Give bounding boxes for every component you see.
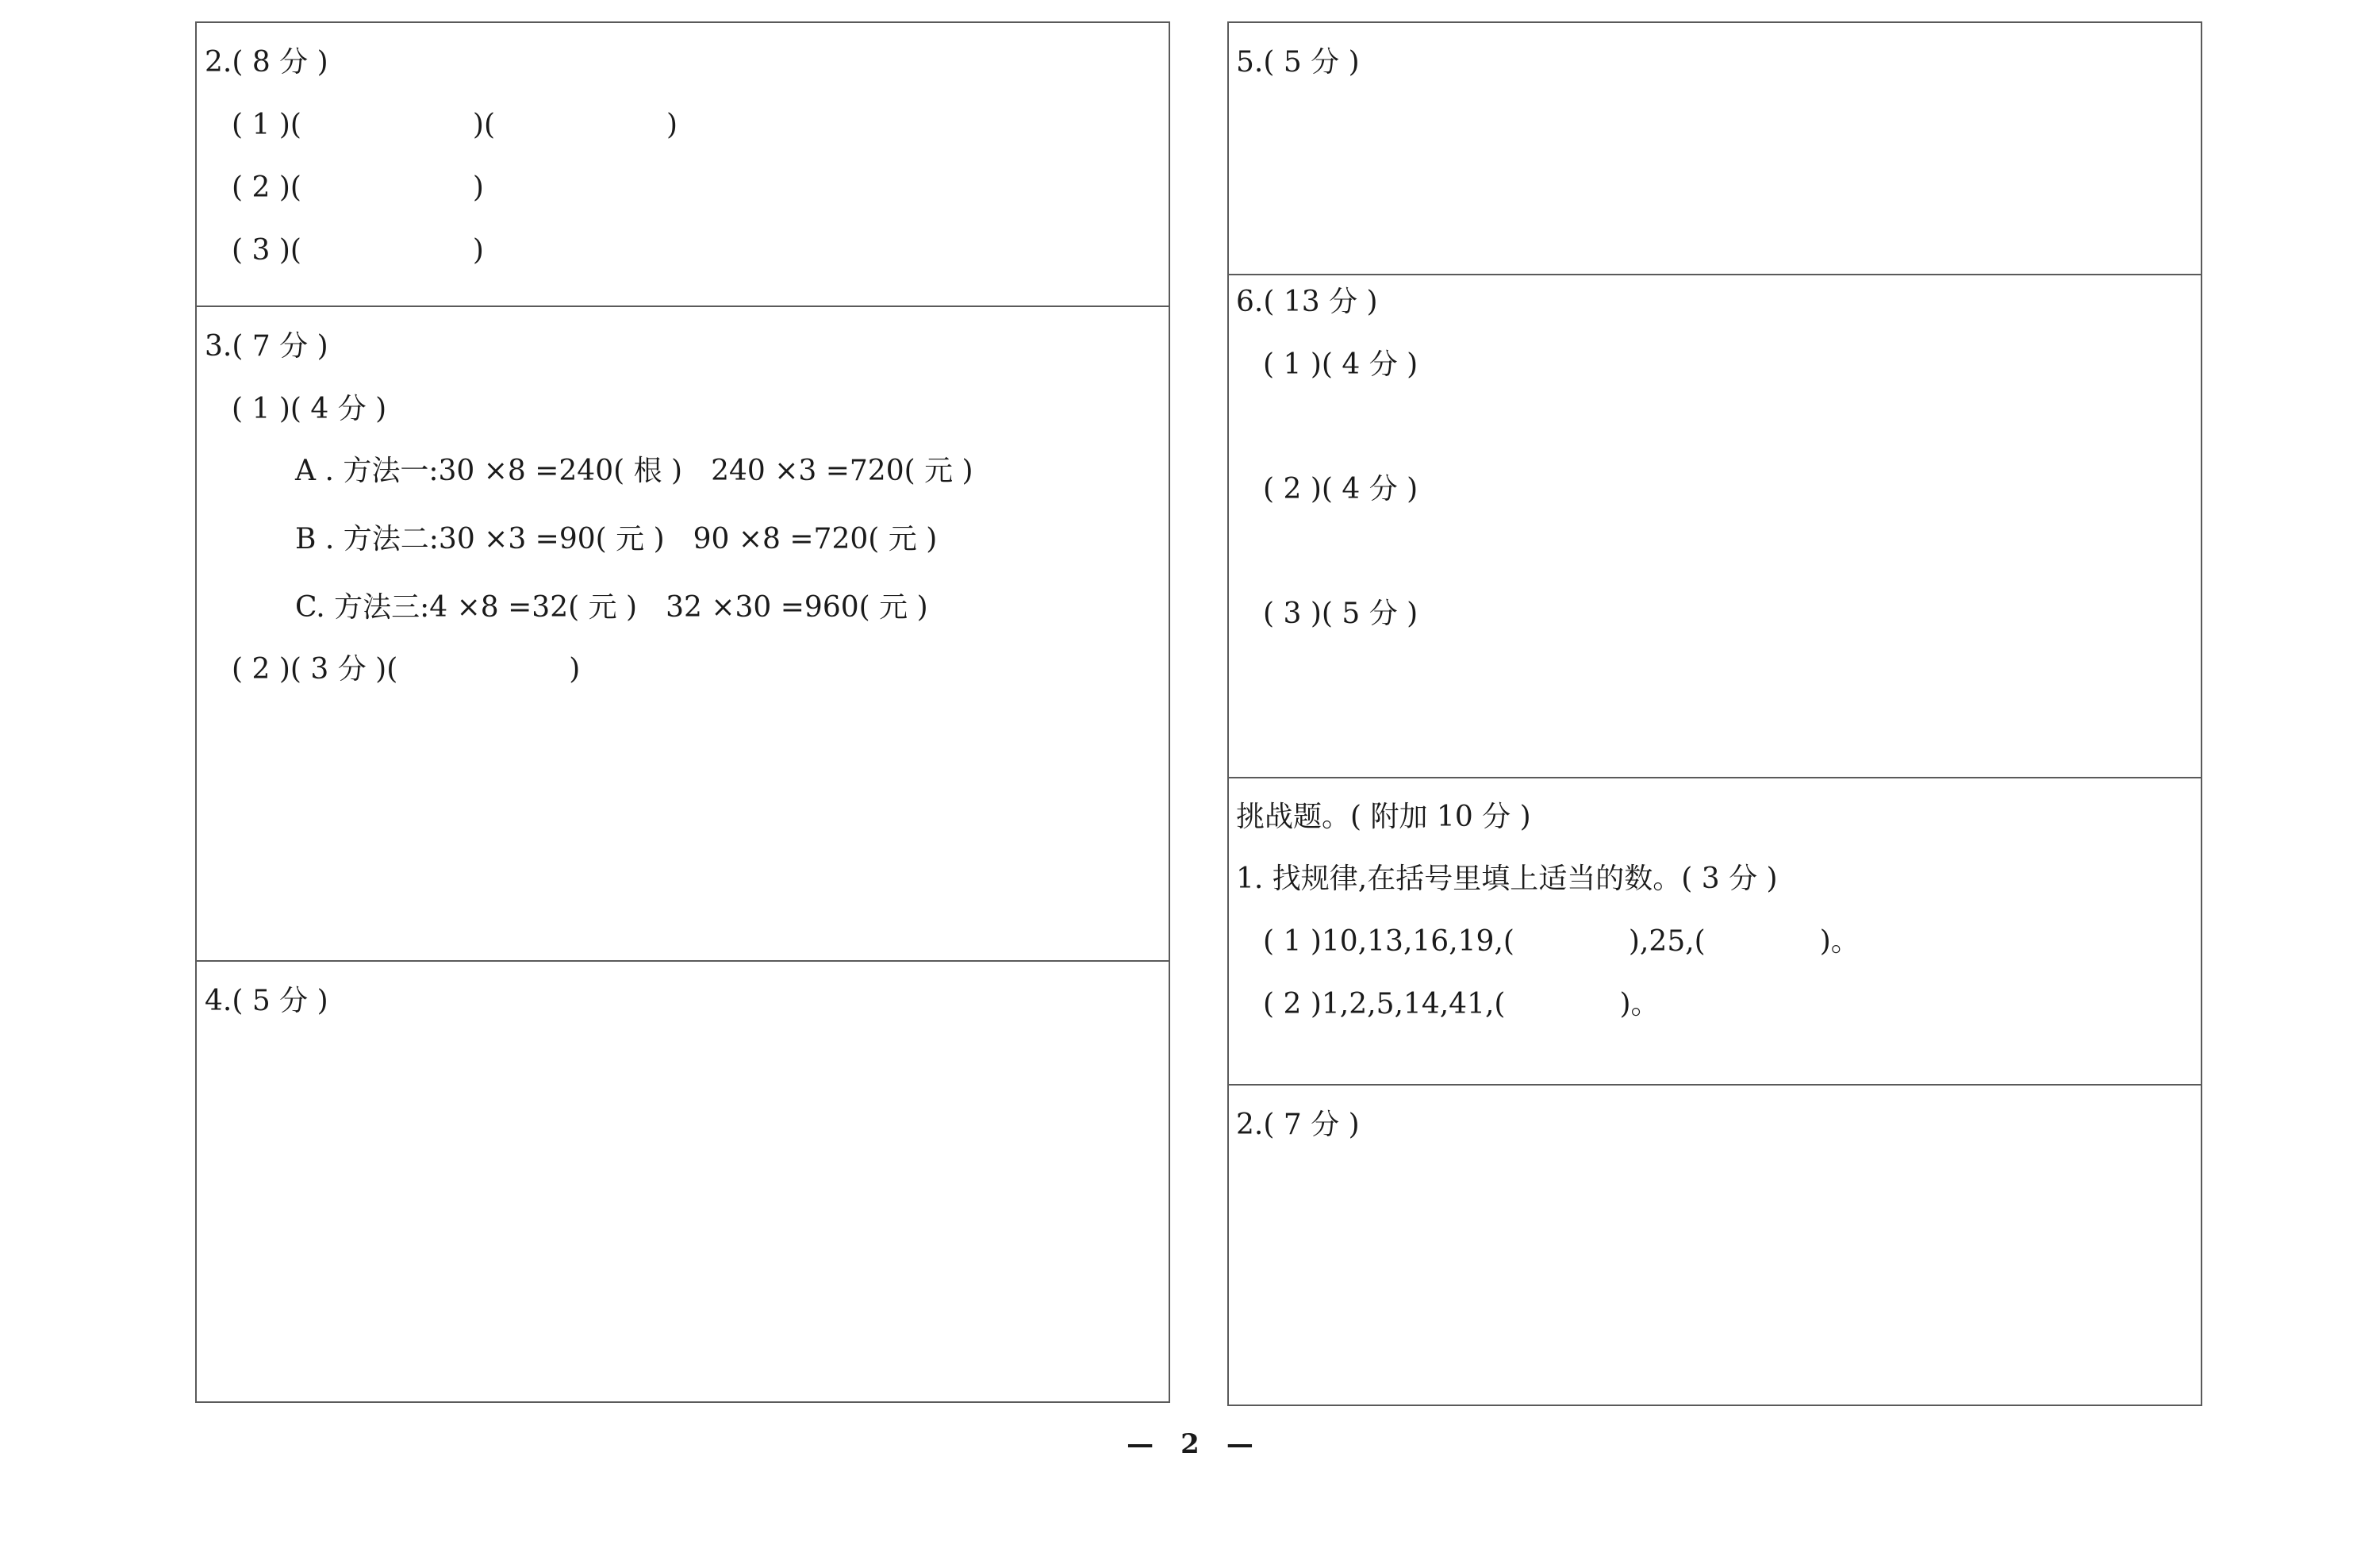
q3-method-a: A . 方法一:30 ×8 =240( 根 ) 240 ×3 =720( 元 ) xyxy=(295,455,973,487)
q3-part-2: ( 2 )( 3 分 )( ) xyxy=(232,653,581,686)
q6-part-2: ( 2 )( 4 分 ) xyxy=(1263,473,1418,505)
challenge-sub-2: ( 2 )1,2,5,14,41,( )。 xyxy=(1263,988,1660,1020)
q5-title: 5.( 5 分 ) xyxy=(1236,46,1360,79)
q3-part-1: ( 1 )( 4 分 ) xyxy=(232,393,387,425)
page-number: — 2 — xyxy=(1127,1428,1253,1460)
challenge-sub-1: ( 1 )10,13,16,19,( ),25,( )。 xyxy=(1263,925,1860,958)
q6-title: 6.( 13 分 ) xyxy=(1236,286,1378,318)
q3-method-b: B . 方法二:30 ×3 =90( 元 ) 90 ×8 =720( 元 ) xyxy=(295,523,938,555)
answer-box-q4 xyxy=(195,960,1170,1403)
q4-title: 4.( 5 分 ) xyxy=(205,985,328,1017)
q2-line-1: ( 1 )( )( ) xyxy=(232,109,678,141)
q2-line-3: ( 3 )( ) xyxy=(232,234,484,267)
answer-box-challenge-q2 xyxy=(1227,1084,2202,1406)
challenge-q1: 1. 找规律,在括号里填上适当的数。( 3 分 ) xyxy=(1236,863,1778,895)
q3-title: 3.( 7 分 ) xyxy=(205,330,328,363)
q6-part-1: ( 1 )( 4 分 ) xyxy=(1263,348,1418,381)
q2-line-2: ( 2 )( ) xyxy=(232,171,484,204)
q2-title: 2.( 8 分 ) xyxy=(205,46,328,79)
q3-method-c: C. 方法三:4 ×8 =32( 元 ) 32 ×30 =960( 元 ) xyxy=(295,591,928,624)
q6-part-3: ( 3 )( 5 分 ) xyxy=(1263,598,1418,630)
challenge-title: 挑战题。( 附加 10 分 ) xyxy=(1236,801,1531,833)
challenge-q2-title: 2.( 7 分 ) xyxy=(1236,1109,1360,1141)
answer-box-q5 xyxy=(1227,21,2202,275)
